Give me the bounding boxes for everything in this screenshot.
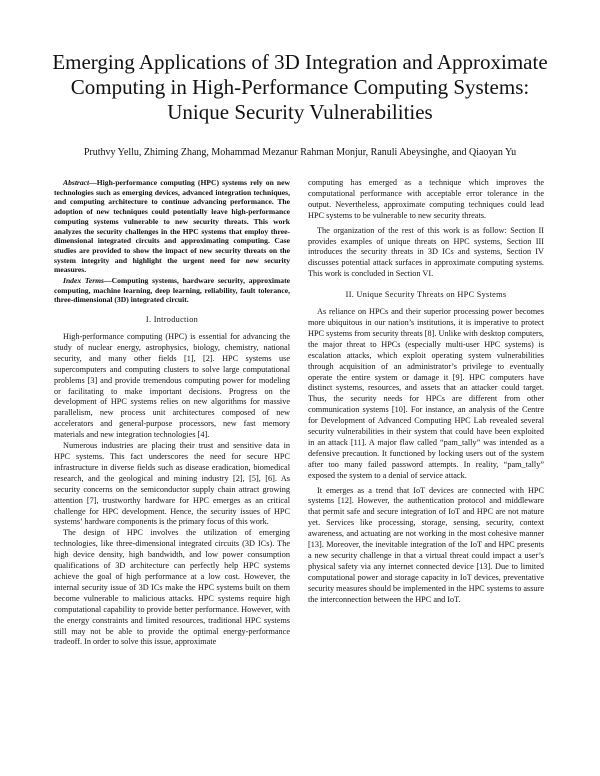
- paper-title: Emerging Applications of 3D Integration and Approximate Computing in High-Performance Computing Systems: Unique Security Vulnerabilities: [52, 50, 548, 124]
- section-heading-introduction: I. Introduction: [145, 315, 199, 325]
- left-column: [54, 178, 290, 648]
- paragraph: As reliance on HPCs and their superior processing power becomes more ubiquitous in our nation’s institutions, it is imperative to protect HPC systems from security threats [8]. Unlike with desktop computers, the major threat to HPCs (especially multi-user HPC systems) is escalation attacks, which exploit operating system vulnerabilities through acquisition of an administrator’s privilege to eventually operate the entire system or damage it [9]. HPC computers have distinct systems, resources, and assets that an attacker could target. Thus, the security needs for HPCs are different from other communication systems [10]. For instance, an analysis of the Centre for Development of Advanced Computing HPC Lab revealed several security vulnerabilities in their system that could have been exploited in an attack [11]. A major flaw called “pam_tally” was intended as a defensive precaution. It functioned by locking users out of the system after too many failed password attempts. In reality, “pam_tally” exposed the system to a denial of service attack.: [308, 307, 544, 480]
- paragraph: It emerges as a trend that IoT devices are connected with HPC systems [12]. However, the authentication protocol and middleware that permit safe and secure integration of IoT and HPC are not mature yet. Services like processing, storage, sensing, security, context awareness, and actuating are not working in the most cohesive manner [13]. Moreover, the inevitable integration of the IoT and HPC presents a new security challenge in that a virtual threat could impact a user’s physical safety via any internet connected device [13]. Due to limited computational power and storage capacity in IoT devices, preventative security measures should be implemented in the HPC systems to assure the interconnection between the HPC and IoT.: [308, 485, 545, 604]
- author-list: Pruthvy Yellu, Zhiming Zhang, Mohammad Mezanur Rahman Monjur, Ranuli Abeysinghe, and Qiaoyan Yu: [83, 147, 517, 158]
- paragraph: computing has emerged as a technique which improves the computational performance with acceptable error tolerance in the output. Nevertheless, approximate computing techniques could lead HPC systems to be vulnerable to new security threats.: [308, 178, 544, 220]
- paragraph: High-performance computing (HPC) is essential for advancing the study of nuclear energy, astrophysics, biology, chemistry, national security, and many other fields [1], [2]. HPC systems use supercomputers and computing clusters to solve large computational problems [3] and provide tremendous computing power for modeling or facilitating to make important decisions. Progress on the development of HPC systems relies on new algorithms for massive parallelism, new process unit architectures composed of new accelerators and general-purpose processors, new fast memory materials and new integration technologies [4].: [54, 332, 290, 440]
- index-terms-text: —Computing systems, hardware security, approximate computing, machine learning, deep learning, reliability, fault tolerance, three-dimensional (3D) integrated circuit.: [54, 276, 291, 305]
- abstract: [54, 178, 290, 275]
- paragraph: Numerous industries are placing their trust and sensitive data in HPC systems. This fact underscores the need for secure HPC infrastructure in diverse fields such as disease eradication, biomedical research, and the geological and mining industry [2], [5], [6]. As security concerns on the semiconductor supply chain attract growing attention [7], trustworthy hardware for HPC emerges as an critical challenge for HPC development. Hence, the security issues of HPC systems’ hardware components is the primary focus of this work.: [54, 441, 290, 527]
- abstract-label: Abstract: [63, 178, 90, 187]
- index-terms-label: Index Terms: [63, 276, 105, 286]
- abstract-text: —High-performance computing (HPC) systems rely on new technologies such as emerging devices, advanced integration techniques, and computing architecture to continue advancing performance. The adoption of new techniques could potentially leave high-performance computing systems vulnerable to new security threats. This work analyzes the security challenges in the HPC systems that employ three-dimensional integrated circuits and approximating computing. Case studies are provided to show the impact of new security threats on the system integrity and highlight the urgent need for new security measures.: [54, 178, 290, 275]
- section-heading-unique-threats: II. Unique Security Threats on HPC Systems: [345, 290, 507, 300]
- paragraph: The organization of the rest of this work is as follow: Section II provides examples of unique threats on HPC systems, Section III introduces the security threats in 3D ICs and systems, Section IV discusses potential attack surfaces in approximate computing systems. This work is concluded in Section VI.: [308, 225, 544, 279]
- index-terms: [54, 276, 290, 305]
- paragraph: The design of HPC involves the utilization of emerging technologies, like three-dimensional integrated circuits (3D ICs). The high device density, high bandwidth, and low power consumption qualifications of 3D architecture can perfectly help HPC systems achieve the goal of high performance at a low cost. However, the internal security issue of 3D ICs make the HPC systems built on them become vulnerable to malicious attacks. HPC systems require high computational capability to provide better performance. However, with the energy constraints and limited resources, traditional HPC systems still may not be able to provide the optimal energy-performance tradeoff. In order to solve this issue, approximate: [54, 528, 290, 647]
- right-column: [308, 178, 544, 606]
